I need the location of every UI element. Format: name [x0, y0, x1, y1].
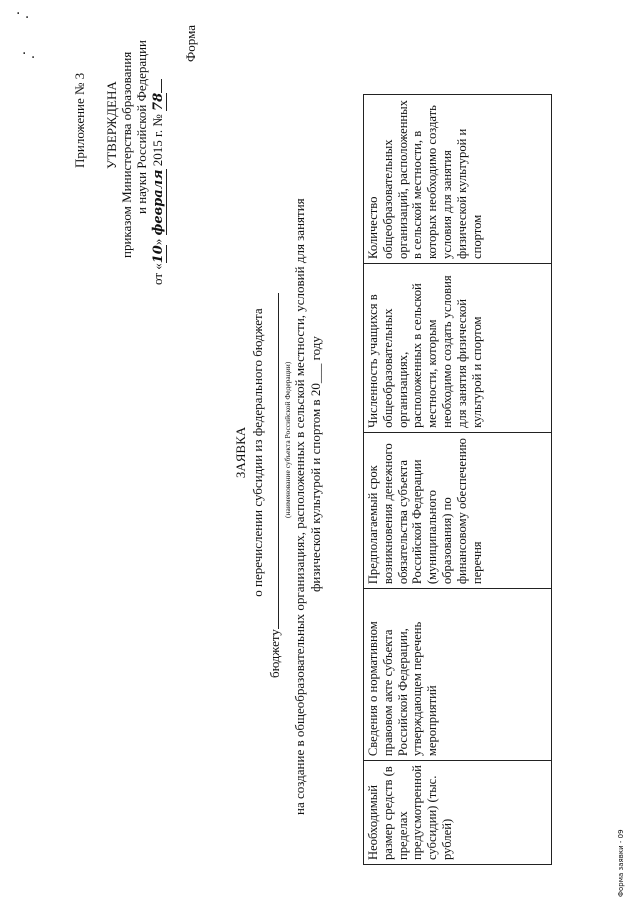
column-header-organization-count: Количество общеобразовательных организаций, расположенных в сельской местности, в которых необходимо создать условия для занятия физической культурой и спортом	[364, 95, 552, 264]
order-date-line	[150, 79, 166, 285]
appendix-label: Приложение № 3	[72, 72, 87, 168]
column-header-funding-amount: Необходимый размер средств (в пределах предусмотренной субсидии) (тыс. рублей)	[364, 761, 552, 865]
order-line-1: приказом Министерства образования	[119, 51, 134, 258]
order-day: 10	[151, 245, 166, 264]
column-header-legal-act: Сведения о нормативном правовом акте субъекта Российской Федерации, утверждающем перечень мероприятий	[364, 589, 552, 761]
column-header-obligation-date: Предполагаемый срок возникновения денежного обязательства субъекта Российской Федерации (муниципального образования) по финансовому обеспечению перечня	[364, 432, 552, 588]
form-code: Форма заявки - 09	[617, 829, 625, 897]
order-prefix: от «	[150, 263, 165, 285]
approved-label: УТВЕРЖДЕНА	[104, 81, 119, 169]
order-year: 2015 г. №	[150, 110, 165, 170]
budget-subject-blank	[266, 293, 279, 629]
order-mid: »	[150, 235, 165, 246]
scan-speck: · .	[16, 6, 30, 22]
order-line-2: и науки Российской Федерации	[134, 39, 149, 214]
form-label: Форма	[183, 25, 198, 62]
order-month: февраля	[151, 169, 166, 236]
title-line-1: о перечислении субсидии из федерального бюджета	[250, 308, 265, 597]
order-number: 78	[151, 92, 166, 111]
subject-caption: (наименование субъекта Российской Федерации)	[283, 361, 292, 518]
column-header-student-count: Численность учащихся в общеобразовательных организациях, расположенных в сельской местности, которым необходимо создать условия для занятия физической культурой и спортом	[364, 263, 552, 432]
document-heading: ЗАЯВКА	[233, 426, 248, 479]
request-table	[363, 94, 552, 865]
table-header-row	[364, 95, 552, 865]
budget-line	[266, 293, 283, 678]
purpose-line-2: физической культурой и спортом в 20___ году	[308, 336, 323, 592]
budget-label: бюджету	[267, 629, 282, 678]
scan-speck: · .	[22, 46, 36, 62]
purpose-line-1: на создание в общеобразовательных организациях, расположенных в сельской местности, условий для занятия	[292, 198, 307, 815]
